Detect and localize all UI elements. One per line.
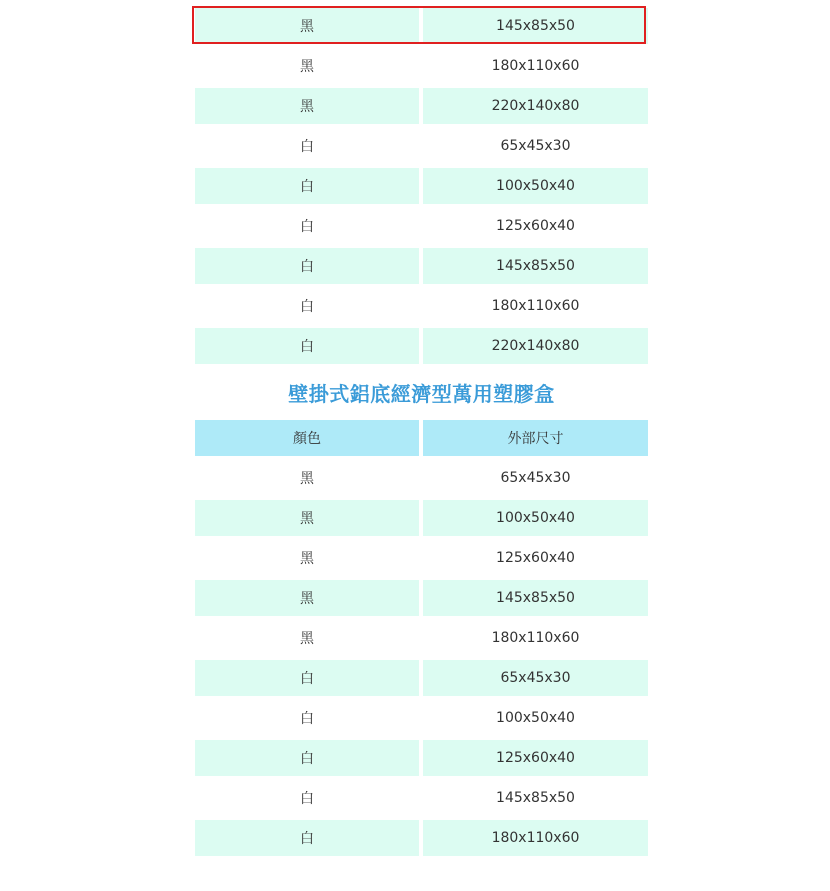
- table-row[interactable]: [195, 6, 648, 46]
- table-row: [195, 166, 648, 206]
- spec-page: [195, 6, 648, 858]
- color-cell: 黑: [300, 551, 314, 567]
- color-cell: 白: [300, 711, 314, 727]
- color-cell: 黑: [300, 471, 314, 487]
- size-cell: 145x85x50: [496, 790, 575, 806]
- table-row: [195, 326, 648, 366]
- color-cell: 白: [300, 139, 314, 155]
- color-cell: 黑: [195, 580, 419, 616]
- size-cell: 125x60x40: [423, 740, 648, 776]
- table-row: [195, 498, 648, 538]
- table-row: [195, 698, 648, 738]
- size-cell: 220x140x80: [423, 88, 648, 124]
- table-1: [195, 6, 648, 366]
- size-cell: 100x50x40: [423, 168, 648, 204]
- size-cell: 65x45x30: [500, 138, 571, 154]
- size-cell: 145x85x50: [423, 580, 648, 616]
- header-size: 外部尺寸: [423, 420, 648, 456]
- color-cell: 白: [195, 328, 419, 364]
- table-header: [195, 418, 648, 458]
- table-row: [195, 818, 648, 858]
- color-cell: 黑: [300, 59, 314, 75]
- size-cell: 180x110x60: [423, 820, 648, 856]
- table-row: [195, 538, 648, 578]
- table-row: [195, 206, 648, 246]
- size-cell: 145x85x50: [423, 8, 648, 44]
- color-cell: 白: [195, 248, 419, 284]
- table-row: [195, 46, 648, 86]
- size-cell: 180x110x60: [491, 58, 580, 74]
- section-title: 壁掛式鋁底經濟型萬用塑膠盒: [288, 381, 555, 406]
- size-cell: 65x45x30: [423, 660, 648, 696]
- color-cell: 黑: [195, 88, 419, 124]
- size-cell: 125x60x40: [496, 550, 575, 566]
- table-row: [195, 658, 648, 698]
- size-cell: 145x85x50: [423, 248, 648, 284]
- color-cell: 白: [300, 219, 314, 235]
- size-cell: 180x110x60: [491, 298, 580, 314]
- table-row: [195, 738, 648, 778]
- color-cell: 白: [195, 820, 419, 856]
- size-cell: 100x50x40: [496, 710, 575, 726]
- table-row: [195, 618, 648, 658]
- size-cell: 180x110x60: [491, 630, 580, 646]
- color-cell: 白: [195, 168, 419, 204]
- table-row: [195, 246, 648, 286]
- color-cell: 黑: [195, 500, 419, 536]
- table-row: [195, 286, 648, 326]
- color-cell: 白: [300, 791, 314, 807]
- table-row: [195, 126, 648, 166]
- color-cell: 黑: [300, 631, 314, 647]
- size-cell: 65x45x30: [500, 470, 571, 486]
- color-cell: 白: [195, 660, 419, 696]
- table-row: [195, 86, 648, 126]
- color-cell: 黑: [195, 8, 419, 44]
- size-cell: 220x140x80: [423, 328, 648, 364]
- color-cell: 白: [300, 299, 314, 315]
- table-row: [195, 578, 648, 618]
- color-cell: 白: [195, 740, 419, 776]
- header-color: 顏色: [195, 420, 419, 456]
- table-row: [195, 778, 648, 818]
- size-cell: 100x50x40: [423, 500, 648, 536]
- size-cell: 125x60x40: [496, 218, 575, 234]
- table-row: [195, 458, 648, 498]
- table-2: [195, 418, 648, 858]
